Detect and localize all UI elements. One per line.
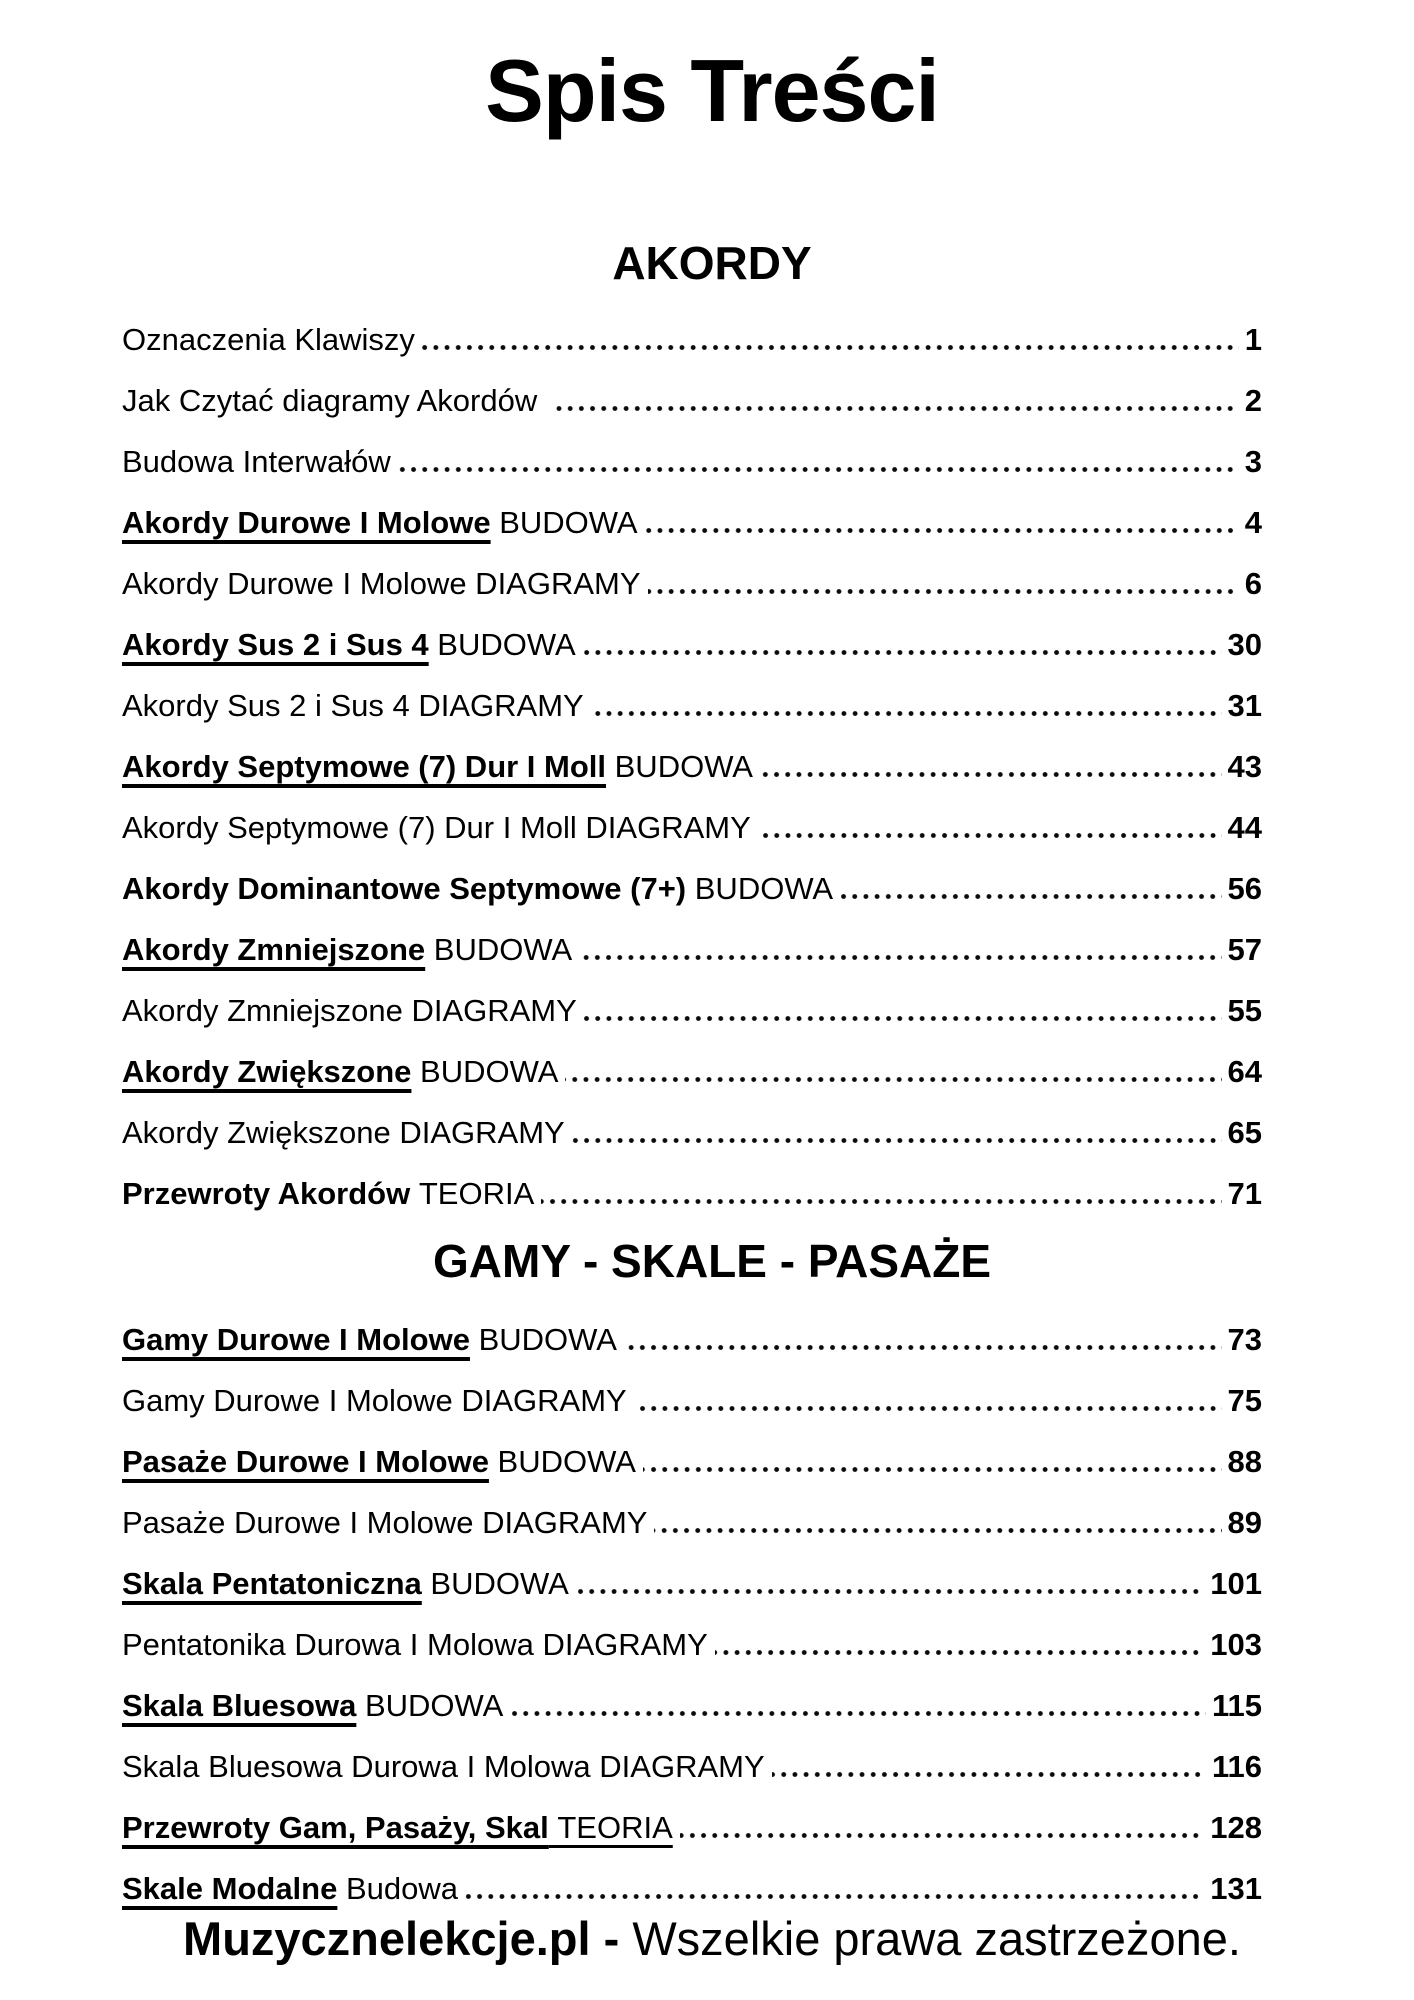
entry-text <box>122 858 833 919</box>
entry-page-number: 88 <box>1227 1444 1262 1479</box>
entry-suffix: BUDOWA <box>686 871 834 906</box>
entry-title: Akordy Zwiększone <box>122 1054 412 1089</box>
dotted-leader <box>772 1772 1206 1777</box>
dotted-leader <box>422 345 1239 350</box>
entry-page-number: 56 <box>1227 871 1262 906</box>
entry-text <box>122 1309 617 1370</box>
dotted-leader <box>583 650 1222 655</box>
entry-text <box>122 431 391 492</box>
entry-title: Akordy Septymowe (7) Dur I Moll DIAGRAMY <box>122 810 751 845</box>
toc-entry <box>122 1309 1262 1370</box>
entry-title: Pasaże Durowe I Molowe DIAGRAMY <box>122 1505 648 1540</box>
entry-page-number: 44 <box>1227 810 1262 845</box>
dotted-leader <box>634 1406 1222 1411</box>
toc-entry <box>122 980 1262 1041</box>
dotted-leader <box>643 1467 1222 1472</box>
footer-rights: Wszelkie prawa zastrzeżone. <box>632 1912 1241 1965</box>
entry-title: Pasaże Durowe I Molowe <box>122 1444 489 1479</box>
entry-suffix: BUDOWA <box>425 932 573 967</box>
entry-title: Przewroty Gam, Pasaży, Skal <box>122 1810 549 1845</box>
footer-brand: Muzycznelekcje.pl - <box>183 1912 620 1965</box>
entry-suffix: TEORIA <box>410 1176 535 1211</box>
dotted-leader <box>572 1138 1222 1143</box>
entry-page-number: 116 <box>1211 1749 1262 1784</box>
toc-entry <box>122 1102 1262 1163</box>
section-heading-akordy: AKORDY <box>612 237 812 289</box>
entry-title: Gamy Durowe I Molowe DIAGRAMY <box>122 1383 627 1418</box>
toc-entry <box>122 1797 1262 1858</box>
dotted-leader <box>591 711 1222 716</box>
toc-entry <box>122 858 1262 919</box>
toc-entry <box>122 1858 1262 1919</box>
entry-suffix: Budowa <box>337 1871 458 1906</box>
section-heading-gamy-skale-pasaze: GAMY - SKALE - PASAŻE <box>433 1235 991 1287</box>
entry-suffix: BUDOWA <box>490 505 638 540</box>
entry-title: Akordy Durowe I Molowe DIAGRAMY <box>122 566 641 601</box>
toc-entry <box>122 370 1262 431</box>
entry-page-number: 43 <box>1227 749 1262 784</box>
entry-title: Oznaczenia Klawiszy <box>122 322 415 357</box>
entry-page-number: 2 <box>1244 383 1262 418</box>
dotted-leader <box>840 894 1221 899</box>
entry-text <box>122 1858 458 1919</box>
entry-page-number: 131 <box>1210 1871 1262 1906</box>
toc-entry <box>122 1736 1262 1797</box>
toc-entry <box>122 1041 1262 1102</box>
entry-text <box>122 1370 627 1431</box>
entry-text <box>122 553 641 614</box>
dotted-leader <box>624 1345 1222 1350</box>
entry-title: Akordy Sus 2 i Sus 4 <box>122 627 429 662</box>
toc-entry <box>122 1492 1262 1553</box>
toc-list-gamy-skale-pasaze <box>122 1309 1262 1919</box>
entry-title: Pentatonika Durowa I Molowa DIAGRAMY <box>122 1627 708 1662</box>
entry-page-number: 89 <box>1227 1505 1262 1540</box>
dotted-leader <box>715 1650 1204 1655</box>
entry-text <box>122 1797 673 1858</box>
entry-page-number: 30 <box>1227 627 1262 662</box>
entry-page-number: 4 <box>1244 505 1262 540</box>
entry-title: Jak Czytać diagramy Akordów <box>122 383 546 418</box>
entry-title: Skala Pentatoniczna <box>122 1566 422 1601</box>
toc-entry <box>122 309 1262 370</box>
entry-text <box>122 614 576 675</box>
entry-page-number: 73 <box>1227 1322 1262 1357</box>
entry-title: Akordy Zwiększone DIAGRAMY <box>122 1115 565 1150</box>
entry-suffix: BUDOWA <box>421 1566 569 1601</box>
entry-text <box>122 797 751 858</box>
dotted-leader <box>565 1077 1221 1082</box>
entry-text <box>122 1163 534 1224</box>
toc-entry <box>122 1614 1262 1675</box>
dotted-leader <box>654 1528 1221 1533</box>
toc-entry <box>122 492 1262 553</box>
dotted-leader <box>510 1711 1206 1716</box>
toc-entry <box>122 1675 1262 1736</box>
entry-text <box>122 370 546 431</box>
dotted-leader <box>398 467 1239 472</box>
page-title: Spis Treści <box>485 41 939 140</box>
toc-entry <box>122 675 1262 736</box>
footer <box>142 1911 1282 1967</box>
toc-entry <box>122 1431 1262 1492</box>
entry-title: Gamy Durowe I Molowe <box>122 1322 470 1357</box>
dotted-leader <box>465 1894 1204 1899</box>
entry-title: Akordy Zmniejszone <box>122 932 426 967</box>
entry-text <box>122 1431 636 1492</box>
entry-suffix: BUDOWA <box>469 1322 617 1357</box>
toc-entry <box>122 797 1262 858</box>
entry-title: Budowa Interwałów <box>122 444 391 479</box>
entry-title: Skala Bluesowa <box>122 1688 357 1723</box>
entry-text <box>122 1553 569 1614</box>
dotted-leader <box>758 833 1222 838</box>
dotted-leader <box>584 1016 1222 1021</box>
entry-text <box>122 492 638 553</box>
entry-title: Akordy Sus 2 i Sus 4 DIAGRAMY <box>122 688 584 723</box>
toc-section-akordy <box>122 236 1262 1224</box>
toc-list-akordy <box>122 309 1262 1224</box>
toc-section-gamy-skale-pasaze <box>122 1234 1262 1919</box>
entry-page-number: 31 <box>1227 688 1262 723</box>
entry-page-number: 3 <box>1244 444 1262 479</box>
entry-page-number: 128 <box>1210 1810 1262 1845</box>
entry-page-number: 101 <box>1210 1566 1262 1601</box>
toc-entry <box>122 1163 1262 1224</box>
entry-page-number: 57 <box>1227 932 1262 967</box>
dotted-leader <box>648 589 1239 594</box>
entry-page-number: 55 <box>1227 993 1262 1028</box>
toc-entry <box>122 919 1262 980</box>
entry-title: Akordy Dominantowe Septymowe (7+) <box>122 871 687 906</box>
entry-text <box>122 980 577 1041</box>
entry-page-number: 75 <box>1227 1383 1262 1418</box>
entry-text <box>122 1102 565 1163</box>
dotted-leader <box>541 1199 1221 1204</box>
toc-entry <box>122 736 1262 797</box>
dotted-leader <box>680 1833 1205 1838</box>
dotted-leader <box>760 772 1222 777</box>
entry-text <box>122 1736 765 1797</box>
toc-entry <box>122 431 1262 492</box>
entry-page-number: 71 <box>1227 1176 1262 1211</box>
entry-page-number: 115 <box>1211 1688 1262 1723</box>
toc-entry <box>122 553 1262 614</box>
dotted-leader <box>579 955 1221 960</box>
dotted-leader <box>553 406 1239 411</box>
entry-text <box>122 1041 558 1102</box>
entry-text <box>122 919 572 980</box>
entry-title: Przewroty Akordów <box>122 1176 411 1211</box>
entry-text <box>122 736 753 797</box>
entry-title: Akordy Zmniejszone DIAGRAMY <box>122 993 577 1028</box>
toc-entry <box>122 1370 1262 1431</box>
entry-suffix: BUDOWA <box>356 1688 504 1723</box>
dotted-leader <box>645 528 1239 533</box>
entry-suffix: BUDOWA <box>606 749 753 784</box>
entry-page-number: 65 <box>1227 1115 1262 1150</box>
entry-page-number: 64 <box>1227 1054 1262 1089</box>
dotted-leader <box>576 1589 1205 1594</box>
entry-title: Akordy Septymowe (7) Dur I Moll <box>122 749 607 784</box>
entry-suffix: BUDOWA <box>488 1444 636 1479</box>
toc-entry <box>122 614 1262 675</box>
entry-title: Skala Bluesowa Durowa I Molowa DIAGRAMY <box>122 1749 765 1784</box>
entry-text <box>122 1675 503 1736</box>
entry-text <box>122 1614 708 1675</box>
entry-page-number: 103 <box>1210 1627 1262 1662</box>
entry-page-number: 6 <box>1244 566 1262 601</box>
entry-suffix: BUDOWA <box>428 627 576 662</box>
toc-entry <box>122 1553 1262 1614</box>
entry-text <box>122 675 584 736</box>
entry-suffix: BUDOWA <box>411 1054 559 1089</box>
entry-text <box>122 1492 647 1553</box>
entry-suffix: TEORIA <box>548 1810 673 1845</box>
entry-title: Akordy Durowe I Molowe <box>122 505 491 540</box>
entry-title: Skale Modalne <box>122 1871 338 1906</box>
entry-page-number: 1 <box>1244 322 1262 357</box>
entry-text <box>122 309 415 370</box>
